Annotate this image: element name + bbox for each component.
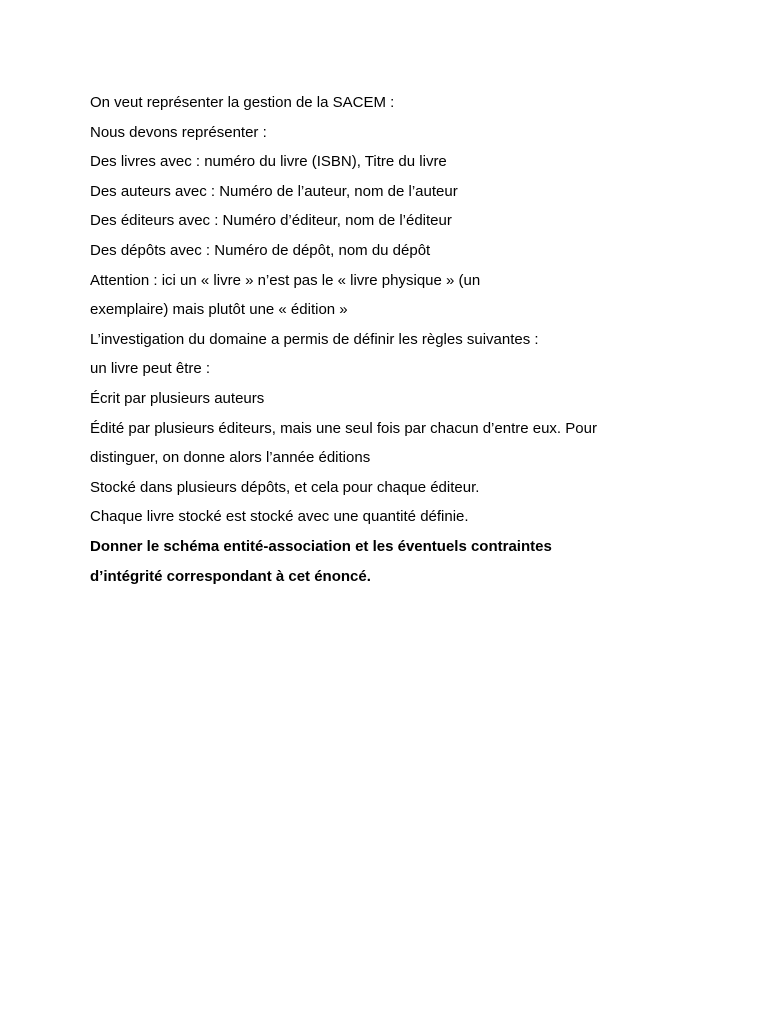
rule-quantite-line: Chaque livre stocké est stocké avec une quantité définie. xyxy=(90,508,469,526)
rules-subintro-line: un livre peut être : xyxy=(90,360,211,378)
document-body xyxy=(90,88,710,591)
intro-line: On veut représenter la gestion de la SACEM : xyxy=(90,94,395,111)
entity-depots-line: Des dépôts avec : Numéro de dépôt, nom du dépôt xyxy=(90,241,431,259)
entity-auteurs-line: Des auteurs avec : Numéro de l’auteur, nom de l’auteur xyxy=(90,182,458,200)
rule-auteurs-line: Écrit par plusieurs auteurs xyxy=(90,389,265,407)
entity-livres-line: Des livres avec : numéro du livre (ISBN), Titre du livre xyxy=(90,153,447,171)
question-continuation-line: d’intégrité correspondant à cet énoncé. xyxy=(90,567,371,585)
attention-line: Attention : ici un « livre » n’est pas le « livre physique » (un xyxy=(90,271,481,289)
intro-subline: Nous devons représenter : xyxy=(90,123,267,141)
attention-continuation-line: exemplaire) mais plutôt une « édition » xyxy=(90,301,348,319)
rule-editeurs-continuation-line: distinguer, on donne alors l’année éditions xyxy=(90,449,371,467)
rule-editeurs-line: Édité par plusieurs éditeurs, mais une seul fois par chacun d’entre eux. Pour xyxy=(90,419,597,437)
rules-intro-line: L’investigation du domaine a permis de définir les règles suivantes : xyxy=(90,330,539,348)
entity-editeurs-line: Des éditeurs avec : Numéro d’éditeur, nom de l’éditeur xyxy=(90,212,452,230)
rule-depots-line: Stocké dans plusieurs dépôts, et cela pour chaque éditeur. xyxy=(90,478,480,496)
question-line: Donner le schéma entité-association et les éventuels contraintes xyxy=(90,537,552,555)
